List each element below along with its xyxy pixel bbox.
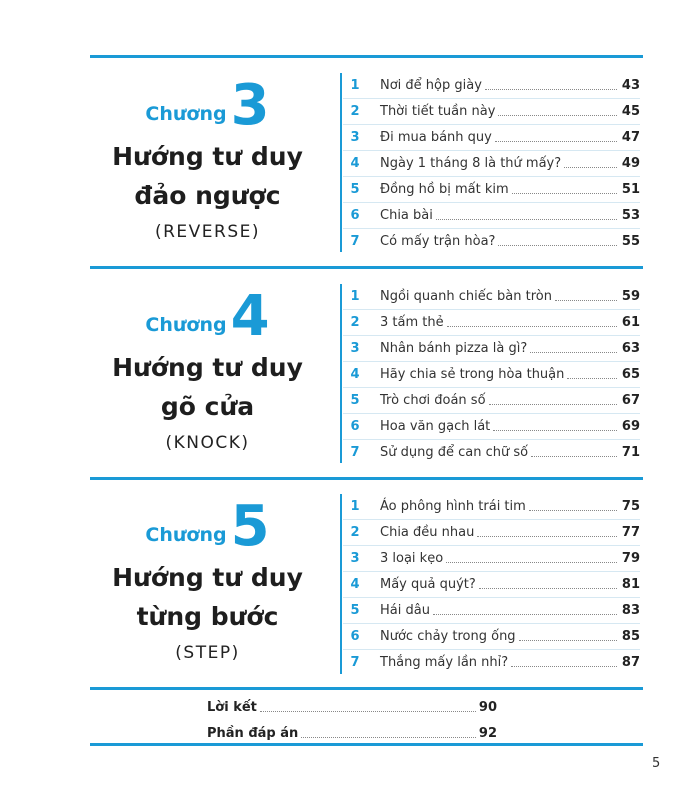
toc-item-title: Chia bài [380, 207, 433, 223]
chapter-label: Chương [145, 103, 227, 125]
dot-leader [498, 115, 617, 116]
chapter-5-heading [90, 494, 325, 663]
chapter-title-line1: Hướng tư duy [112, 353, 303, 382]
toc-item[interactable] [343, 623, 640, 649]
toc-item-title: Nước chảy trong ống [380, 628, 516, 644]
toc-item[interactable] [343, 649, 640, 675]
divider-rule [90, 266, 643, 269]
toc-item-page: 81 [621, 576, 640, 592]
dot-leader [567, 378, 617, 379]
chapter-number: 3 [230, 73, 270, 138]
toc-item-page: 83 [621, 602, 640, 618]
chapter-title-line1: Hướng tư duy [112, 142, 303, 171]
toc-item-title: Nhân bánh pizza là gì? [380, 340, 528, 356]
toc-item[interactable] [343, 413, 640, 439]
toc-item-title: Nơi để hộp giày [380, 77, 482, 93]
toc-item[interactable] [343, 493, 640, 519]
chapter-number: 5 [230, 494, 270, 559]
dot-leader [479, 588, 617, 589]
toc-item-page: 47 [621, 129, 640, 145]
toc-item-page: 79 [621, 550, 640, 566]
toc-item-page: 87 [621, 654, 640, 670]
dot-leader [529, 510, 617, 511]
dot-leader [489, 404, 617, 405]
toc-item-page: 51 [621, 181, 640, 197]
toc-item[interactable] [343, 202, 640, 228]
chapter-title-line2: từng bước [136, 602, 279, 631]
toc-item-title: Sử dụng để can chữ số [380, 444, 529, 460]
toc-item-title: Hãy chia sẻ trong hòa thuận [380, 366, 565, 382]
toc-item-number: 3 [350, 129, 360, 145]
endmatter-item-answers[interactable] [207, 722, 497, 744]
toc-item-page: 85 [621, 628, 640, 644]
toc-item[interactable] [343, 124, 640, 150]
dot-leader [446, 562, 617, 563]
toc-item-number: 1 [350, 77, 360, 93]
toc-item-title: Áo phông hình trái tim [380, 498, 526, 514]
toc-item[interactable] [343, 439, 640, 465]
dot-leader [564, 167, 617, 168]
toc-item-number: 2 [350, 314, 360, 330]
toc-item-title: Ngồi quanh chiếc bàn tròn [380, 288, 552, 304]
toc-item[interactable] [343, 228, 640, 254]
chapter-4-vertical-line [340, 284, 342, 463]
toc-item-title: 3 tấm thẻ [380, 314, 444, 330]
chapter-title-line2: đảo ngược [134, 181, 281, 210]
toc-item-number: 2 [350, 103, 360, 119]
dot-leader [260, 711, 476, 712]
dot-leader [531, 456, 617, 457]
toc-item-number: 5 [350, 181, 360, 197]
toc-item-title: Thắng mấy lần nhỉ? [380, 654, 509, 670]
toc-item-number: 3 [350, 550, 360, 566]
toc-item-page: 65 [621, 366, 640, 382]
toc-item[interactable] [343, 597, 640, 623]
toc-item-title: Mấy quả quýt? [380, 576, 476, 592]
toc-item-title: Đồng hồ bị mất kim [380, 181, 509, 197]
chapter-english-name: (STEP) [175, 643, 240, 663]
dot-leader [498, 245, 617, 246]
chapter-label: Chương [145, 524, 227, 546]
toc-item-number: 5 [350, 392, 360, 408]
toc-item-page: 75 [621, 498, 640, 514]
dot-leader [433, 614, 617, 615]
toc-item-title: Hoa văn gạch lát [380, 418, 491, 434]
toc-item[interactable] [343, 571, 640, 597]
toc-item[interactable] [343, 283, 640, 309]
toc-item[interactable] [343, 335, 640, 361]
toc-item-page: 45 [621, 103, 640, 119]
toc-item-number: 7 [350, 444, 360, 460]
toc-item-page: 55 [621, 233, 640, 249]
toc-item-number: 1 [350, 288, 360, 304]
dot-leader [512, 193, 617, 194]
toc-item-title: Trò chơi đoán số [380, 392, 486, 408]
toc-item[interactable] [343, 545, 640, 571]
toc-item-title: 3 loại kẹo [380, 550, 444, 566]
endmatter-label: Phần đáp án [207, 725, 299, 741]
endmatter-label: Lời kết [207, 699, 257, 715]
endmatter-item-epilogue[interactable] [207, 696, 497, 718]
dot-leader [519, 640, 617, 641]
toc-item[interactable] [343, 72, 640, 98]
toc-item-page: 67 [621, 392, 640, 408]
toc-item[interactable] [343, 387, 640, 413]
toc-item-number: 6 [350, 418, 360, 434]
chapter-4-heading [90, 284, 325, 453]
chapter-3-vertical-line [340, 73, 342, 252]
toc-item-title: Ngày 1 tháng 8 là thứ mấy? [380, 155, 562, 171]
toc-item-number: 7 [350, 654, 360, 670]
toc-item-page: 77 [621, 524, 640, 540]
toc-item-number: 1 [350, 498, 360, 514]
endmatter-page: 92 [478, 725, 497, 741]
top-rule [90, 55, 643, 58]
divider-rule [90, 687, 643, 690]
toc-item-title: Chia đều nhau [380, 524, 475, 540]
toc-item-title: Hái dâu [380, 602, 430, 618]
toc-item-number: 4 [350, 576, 360, 592]
toc-item-page: 63 [621, 340, 640, 356]
dot-leader [436, 219, 617, 220]
toc-item-page: 43 [621, 77, 640, 93]
toc-item[interactable] [343, 361, 640, 387]
dot-leader [511, 666, 617, 667]
toc-item-number: 4 [350, 366, 360, 382]
endmatter-page: 90 [478, 699, 497, 715]
toc-item[interactable] [343, 150, 640, 176]
chapter-5-vertical-line [340, 494, 342, 674]
dot-leader [495, 141, 617, 142]
toc-item-page: 69 [621, 418, 640, 434]
dot-leader [493, 430, 617, 431]
dot-leader [477, 536, 617, 537]
toc-item[interactable] [343, 176, 640, 202]
dot-leader [530, 352, 617, 353]
chapter-title-line1: Hướng tư duy [112, 563, 303, 592]
toc-item[interactable] [343, 98, 640, 124]
chapter-3-heading [90, 73, 325, 242]
toc-item-number: 6 [350, 628, 360, 644]
chapter-label: Chương [145, 314, 227, 336]
toc-item-page: 53 [621, 207, 640, 223]
toc-item-number: 6 [350, 207, 360, 223]
chapter-number: 4 [230, 284, 270, 349]
toc-item[interactable] [343, 309, 640, 335]
toc-item-page: 59 [621, 288, 640, 304]
toc-item-number: 4 [350, 155, 360, 171]
toc-item-number: 3 [350, 340, 360, 356]
toc-item-title: Đi mua bánh quy [380, 129, 492, 145]
toc-item-page: 49 [621, 155, 640, 171]
toc-item[interactable] [343, 519, 640, 545]
toc-item-number: 7 [350, 233, 360, 249]
toc-item-page: 71 [621, 444, 640, 460]
toc-item-number: 5 [350, 602, 360, 618]
dot-leader [447, 326, 617, 327]
toc-item-page: 61 [621, 314, 640, 330]
dot-leader [301, 737, 476, 738]
toc-item-number: 2 [350, 524, 360, 540]
toc-item-title: Có mấy trận hòa? [380, 233, 496, 249]
toc-item-title: Thời tiết tuần này [380, 103, 496, 119]
chapter-english-name: (REVERSE) [154, 222, 261, 242]
dot-leader [555, 300, 617, 301]
divider-rule [90, 477, 643, 480]
chapter-title-line2: gõ cửa [160, 392, 255, 421]
dot-leader [485, 89, 617, 90]
page-number: 5 [652, 756, 661, 771]
chapter-english-name: (KNOCK) [165, 433, 250, 453]
